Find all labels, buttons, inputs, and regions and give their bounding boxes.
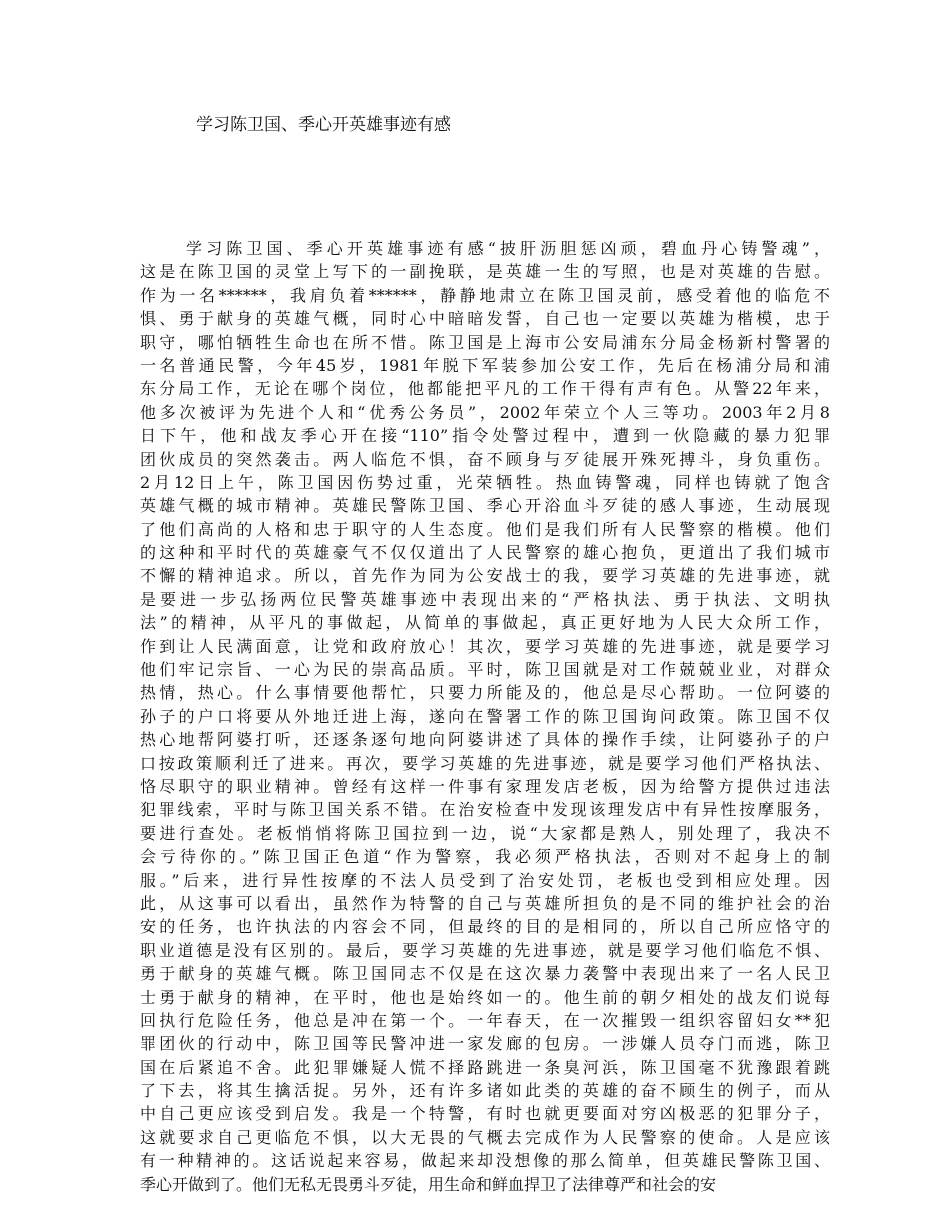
body-line: 安的任务，也许执法的内容会不同，但最终的目的是相同的，所以自己所应恪守的	[140, 917, 830, 937]
body-line: 回执行危险任务，他总是冲在第一个。一年春天，在一次摧毁一组织容留妇女**犯	[140, 1010, 830, 1030]
body-line: 不懈的精神追求。所以，首先作为同为公安战士的我，要学习英雄的先进事迹，就	[140, 566, 830, 586]
body-line: 罪团伙的行动中，陈卫国等民警冲进一家发廊的包房。一涉嫌人员夺门而逃，陈卫	[140, 1034, 830, 1054]
body-line: 了他们高尚的人格和忠于职守的人生态度。他们是我们所有人民警察的楷模。他们	[140, 519, 830, 539]
body-line: 作到让人民满面意，让党和政府放心！其次，要学习英雄的先进事迹，就是要学习	[140, 636, 830, 656]
body-line: 中自己更应该受到启发。我是一个特警，有时也就更要面对穷凶极恶的犯罪分子，	[140, 1104, 830, 1124]
body-line: 了下去，将其生擒活捉。另外，还有许多诸如此类的英雄的奋不顾生的例子，而从	[140, 1081, 830, 1101]
body-line: 学习陈卫国、季心开英雄事迹有感“披肝沥胆惩凶顽，碧血丹心铸警魂”，	[186, 239, 830, 258]
body-line: 职业道德是没有区别的。最后，要学习英雄的先进事迹，就是要学习他们临危不惧、	[140, 940, 830, 960]
body-line: 日下午，他和战友季心开在接“110”指令处警过程中，遭到一伙隐藏的暴力犯罪	[140, 426, 830, 446]
body-line: 热心地帮阿婆打听，还逐条逐句地向阿婆讲述了具体的操作手续，让阿婆孙子的户	[140, 730, 830, 750]
body-line: 他们牢记宗旨、一心为民的崇高品质。平时，陈卫国就是对工作兢兢业业，对群众	[140, 660, 830, 680]
body-line: 勇于献身的英雄气概。陈卫国同志不仅是在这次暴力袭警中表现出来了一名人民卫	[140, 964, 830, 984]
body-line: 此，从这事可以看出，虽然作为特警的自己与英雄所担负的是不同的维护社会的治	[140, 893, 830, 913]
body-line: 惧、勇于献身的英雄气概，同时心中暗暗发誓，自己也一定要以英雄为楷模，忠于	[140, 309, 830, 329]
body-line: 士勇于献身的精神，在平时，他也是始终如一的。他生前的朝夕相处的战友们说每	[140, 987, 830, 1007]
body-line: 作为一名******，我肩负着******，静静地肃立在陈卫国灵前，感受着他的临危不	[140, 285, 830, 305]
body-line: 这是在陈卫国的灵堂上写下的一副挽联，是英雄一生的写照，也是对英雄的告慰。	[140, 262, 830, 282]
body-line: 要进行查处。老板悄悄将陈卫国拉到一边，说“大家都是熟人，别处理了，我决不	[140, 823, 830, 843]
body-line: 孙子的户口将要从外地迁进上海，遂向在警署工作的陈卫国询问政策。陈卫国不仅	[140, 706, 830, 726]
body-line: 是要进一步弘扬两位民警英雄事迹中表现出来的“严格执法、勇于执法、文明执	[140, 589, 830, 609]
body-line: 团伙成员的突然袭击。两人临危不惧，奋不顾身与歹徒展开殊死搏斗，身负重伤。	[140, 449, 830, 469]
body-line: 2月12日上午，陈卫国因伤势过重，光荣牺牲。热血铸警魂，同样也铸就了饱含	[140, 472, 830, 492]
body-line: 的这种和平时代的英雄豪气不仅仅道出了人民警察的雄心抱负，更道出了我们城市	[140, 543, 830, 563]
body-text	[140, 237, 830, 1196]
body-line: 国在后紧追不舍。此犯罪嫌疑人慌不择路跳进一条臭河浜，陈卫国毫不犹豫跟着跳	[140, 1057, 830, 1077]
body-line: 犯罪线索，平时与陈卫国关系不错。在治安检查中发现该理发店中有异性按摩服务，	[140, 800, 830, 820]
page-title: 学习陈卫国、季心开英雄事迹有感	[196, 115, 451, 135]
body-line: 法”的精神，从平凡的事做起，从简单的事做起，真正更好地为人民大众所工作，	[140, 613, 830, 633]
body-line: 会亏待你的。”陈卫国正色道“作为警察，我必须严格执法，否则对不起身上的制	[140, 847, 830, 867]
body-line: 这就要求自己更临危不惧，以大无畏的气概去完成作为人民警察的使命。人是应该	[140, 1127, 830, 1147]
body-line: 有一种精神的。这话说起来容易，做起来却没想像的那么简单，但英雄民警陈卫国、	[140, 1151, 830, 1171]
body-line: 口按政策顺利迁了进来。再次，要学习英雄的先进事迹，就是要学习他们严格执法、	[140, 753, 830, 773]
body-line: 一名普通民警，今年45岁，1981年脱下军装参加公安工作，先后在杨浦分局和浦	[140, 355, 830, 375]
body-line: 东分局工作，无论在哪个岗位，他都能把平凡的工作干得有声有色。从警22年来，	[140, 379, 830, 399]
body-line: 恪尽职守的职业精神。曾经有这样一件事有家理发店老板，因为给警方提供过违法	[140, 776, 830, 796]
body-line: 热情，热心。什么事情要他帮忙，只要力所能及的，他总是尽心帮助。一位阿婆的	[140, 683, 830, 703]
body-line: 他多次被评为先进个人和“优秀公务员”，2002年荣立个人三等功。2003年2月8	[140, 402, 830, 422]
body-line: 服。”后来，进行异性按摩的不法人员受到了治安处罚，老板也受到相应处理。因	[140, 870, 830, 890]
body-line: 季心开做到了。他们无私无畏勇斗歹徒，用生命和鲜血捍卫了法律尊严和社会的安	[140, 1174, 717, 1194]
body-line: 英雄气概的城市精神。英雄民警陈卫国、季心开浴血斗歹徒的感人事迹，生动展现	[140, 496, 830, 516]
body-line: 职守，哪怕牺牲生命也在所不惜。陈卫国是上海市公安局浦东分局金杨新村警署的	[140, 332, 830, 352]
